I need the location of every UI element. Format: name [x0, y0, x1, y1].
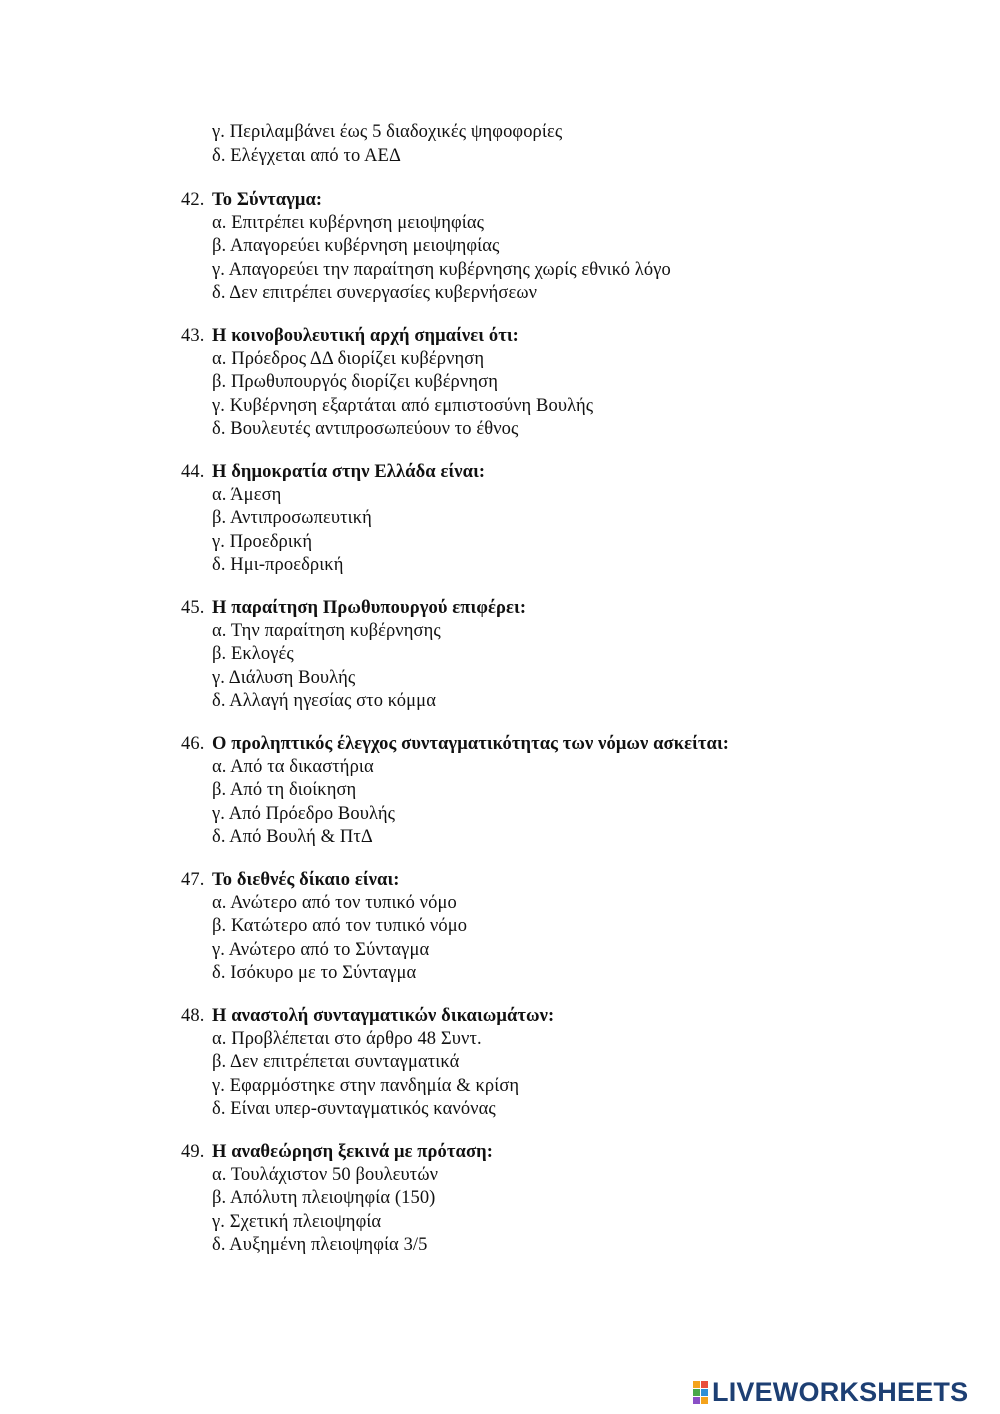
- question-number: 44.: [181, 462, 205, 482]
- question-title: Η δημοκρατία στην Ελλάδα είναι:: [212, 462, 486, 482]
- answer-option: α. Πρόεδρος ΔΔ διορίζει κυβέρνηση: [212, 349, 485, 369]
- answer-option: β. Δεν επιτρέπεται συνταγματικά: [212, 1052, 460, 1072]
- question-title: Ο προληπτικός έλεγχος συνταγματικότητας των νόμων ασκείται:: [212, 734, 730, 754]
- answer-option: α. Ανώτερο από τον τυπικό νόμο: [212, 893, 457, 913]
- answer-option: γ. Εφαρμόστηκε στην πανδημία & κρίση: [212, 1076, 520, 1096]
- answer-option: γ. Απαγορεύει την παραίτηση κυβέρνησης χωρίς εθνικό λόγο: [212, 260, 671, 280]
- top-option-g: γ. Περιλαμβάνει έως 5 διαδοχικές ψηφοφορίες: [212, 122, 563, 142]
- logo-block: [693, 1389, 700, 1396]
- question-title: Το διεθνές δίκαιο είναι:: [212, 870, 400, 890]
- question-title: Η αναθεώρηση ξεκινά με πρόταση:: [212, 1142, 493, 1162]
- answer-option: γ. Διάλυση Βουλής: [212, 668, 356, 688]
- answer-option: δ. Αλλαγή ηγεσίας στο κόμμα: [212, 691, 436, 711]
- answer-option: α. Την παραίτηση κυβέρνησης: [212, 621, 441, 641]
- logo-block: [701, 1397, 708, 1404]
- brand-text: LIVEWORKSHEETS: [712, 1377, 969, 1407]
- liveworksheets-logo-icon: [693, 1381, 708, 1404]
- question-number: 46.: [181, 734, 205, 754]
- logo-block: [701, 1389, 708, 1396]
- answer-option: γ. Προεδρική: [212, 532, 313, 552]
- question-title: Το Σύνταγμα:: [212, 190, 323, 210]
- answer-option: β. Απαγορεύει κυβέρνηση μειοψηφίας: [212, 236, 500, 256]
- answer-option: β. Εκλογές: [212, 644, 294, 664]
- answer-option: δ. Αυξημένη πλειοψηφία 3/5: [212, 1235, 428, 1255]
- question-title: Η αναστολή συνταγματικών δικαιωμάτων:: [212, 1006, 555, 1026]
- answer-option: γ. Από Πρόεδρο Βουλής: [212, 804, 396, 824]
- answer-option: δ. Από Βουλή & ΠτΔ: [212, 827, 373, 847]
- answer-option: α. Τουλάχιστον 50 βουλευτών: [212, 1165, 439, 1185]
- answer-option: γ. Κυβέρνηση εξαρτάται από εμπιστοσύνη Βουλής: [212, 396, 594, 416]
- answer-option: β. Απόλυτη πλειοψηφία (150): [212, 1188, 436, 1208]
- answer-option: β. Αντιπροσωπευτική: [212, 508, 372, 528]
- question-title: Η παραίτηση Πρωθυπουργού επιφέρει:: [212, 598, 527, 618]
- answer-option: δ. Είναι υπερ-συνταγματικός κανόνας: [212, 1099, 496, 1119]
- logo-block: [693, 1397, 700, 1404]
- answer-option: β. Πρωθυπουργός διορίζει κυβέρνηση: [212, 372, 498, 392]
- liveworksheets-branding: [693, 1378, 968, 1406]
- question-number: 47.: [181, 870, 205, 890]
- answer-option: δ. Ημι-προεδρική: [212, 555, 344, 575]
- question-number: 48.: [181, 1006, 205, 1026]
- answer-option: δ. Δεν επιτρέπει συνεργασίες κυβερνήσεων: [212, 283, 538, 303]
- logo-block: [701, 1381, 708, 1388]
- answer-option: δ. Ισόκυρο με το Σύνταγμα: [212, 963, 417, 983]
- answer-option: α. Από τα δικαστήρια: [212, 757, 374, 777]
- question-number: 42.: [181, 190, 205, 210]
- logo-block: [693, 1381, 700, 1388]
- answer-option: α. Άμεση: [212, 485, 282, 505]
- question-number: 49.: [181, 1142, 205, 1162]
- question-title: Η κοινοβουλευτική αρχή σημαίνει ότι:: [212, 326, 519, 346]
- answer-option: γ. Σχετική πλειοψηφία: [212, 1212, 382, 1232]
- answer-option: γ. Ανώτερο από το Σύνταγμα: [212, 940, 430, 960]
- answer-option: α. Επιτρέπει κυβέρνηση μειοψηφίας: [212, 213, 485, 233]
- question-number: 45.: [181, 598, 205, 618]
- answer-option: α. Προβλέπεται στο άρθρο 48 Συντ.: [212, 1029, 482, 1049]
- answer-option: β. Από τη διοίκηση: [212, 780, 357, 800]
- top-option-d: δ. Ελέγχεται από το ΑΕΔ: [212, 146, 401, 166]
- answer-option: δ. Βουλευτές αντιπροσωπεύουν το έθνος: [212, 419, 519, 439]
- answer-option: β. Κατώτερο από τον τυπικό νόμο: [212, 916, 468, 936]
- question-number: 43.: [181, 326, 205, 346]
